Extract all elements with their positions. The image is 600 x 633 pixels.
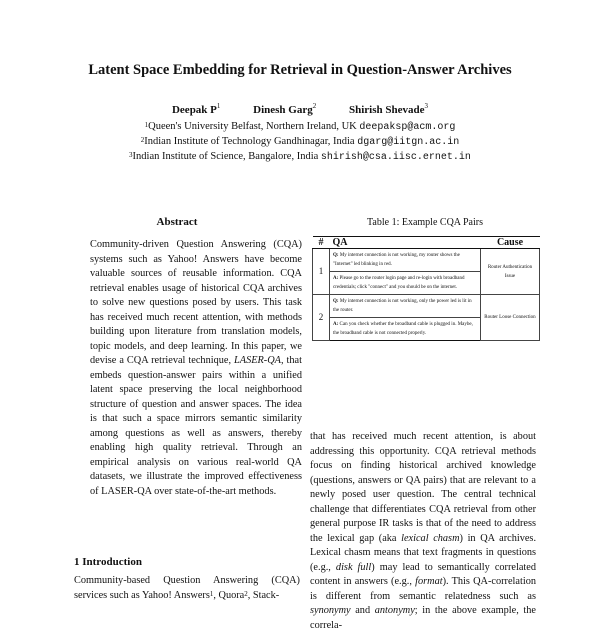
cause-cell: Router Authentication Issue [481, 249, 540, 295]
email-2[interactable]: dgarg@iitgn.ac.in [357, 137, 460, 148]
cause-cell: Router Loose Connection [481, 295, 540, 341]
cqa-table [312, 236, 540, 341]
table-caption: Table 1: Example CQA Pairs [367, 217, 483, 228]
author-1: Deepak $P^1$ [171, 102, 221, 116]
intro-body: Community-based Question Answering (CQA) services such as Yahoo! Answers$^1$, Quora$^2$, Stack- [74, 575, 300, 601]
question-cell: Q: My internet connection is not working, my router shows the "Internet" led blinking in red. [330, 249, 481, 272]
right-column-body: that has received much recent attention, is about addressing this opportunity. CQA retrieval methods focus on finding historical archived knowledge (questions, answers or QA pairs) that are relevant to a newly posed user question. The central technical challenge that differentiates CQA retrieval from other general purpose IR tasks is that of the need to address the lexical gap (aka lexical chasm) in QA archives. Lexical chasm means that text fragments in questions (e.g., disk full) may lead to semantically correlated content in answers (e.g., format). This QA-correlation is different from semantic relatedness such as synonymy and antonymy; in the above example, the correla- [310, 431, 537, 631]
paper-title: Latent Space Embedding for Retrieval in Question-Answer Archives [88, 62, 512, 78]
affiliation-2: $^2$Indian Institute of Technology Gandhinagar, India dgarg@iitgn.ac.in [140, 136, 460, 148]
author-list [0, 104, 600, 116]
email-1[interactable]: deepaksp@acm.org [359, 122, 456, 133]
header-cause: Cause [481, 237, 540, 249]
abstract-heading: Abstract [156, 216, 198, 228]
email-3[interactable]: shirish@csa.iisc.ernet.in [320, 152, 471, 163]
row-number: 2 [313, 295, 330, 341]
intro-heading: 1 Introduction [74, 556, 142, 568]
header-num: # [313, 237, 330, 249]
author-3: Shirish Shevade$^3$ [349, 102, 428, 116]
affiliation-3: $^3$Indian Institute of Science, Bangalore, India shirish@csa.iisc.ernet.in [129, 151, 471, 163]
table-row [313, 295, 540, 318]
question-cell: Q: My internet connection is not working, only the power led is lit in the router. [330, 295, 481, 318]
abstract-body: Community-driven Question Answering (CQA) systems such as Yahoo! Answers have become valuable sources of reusable information. CQA retrieval enables usage of historical CQA archives to solve new questions posed by users. This task has received much recent attention, with methods building upon literature from translation models, topic models, and deep learning. In this paper, we devise a CQA retrieval technique, LASER-QA, that embeds question-answer pairs within a unified latent space preserving the local neighborhood structure of question and answer spaces. The idea is that such a space mirrors semantic similarity among questions as well as answers, thereby enabling high quality retrieval. Through an empirical analysis on various real-world QA datasets, we illustrate the improved effectiveness of LASER-QA over state-of-the-art methods. [90, 239, 302, 497]
table-row [313, 249, 540, 272]
answer-cell: A: Please go to the router login page and re-login with broadband credentials; click "connect" and you should be on the internet. [330, 272, 481, 295]
header-qa: QA [330, 237, 481, 249]
row-number: 1 [313, 249, 330, 295]
answer-cell: A: Can you check whether the broadband cable is plugged in. Maybe, the broadband cable is not connected properly. [330, 318, 481, 341]
affiliation-1: $^1$Queen's University Belfast, Northern Ireland, UK deepaksp@acm.org [144, 121, 456, 133]
author-2: Dinesh Garg$^2$ [253, 102, 317, 116]
